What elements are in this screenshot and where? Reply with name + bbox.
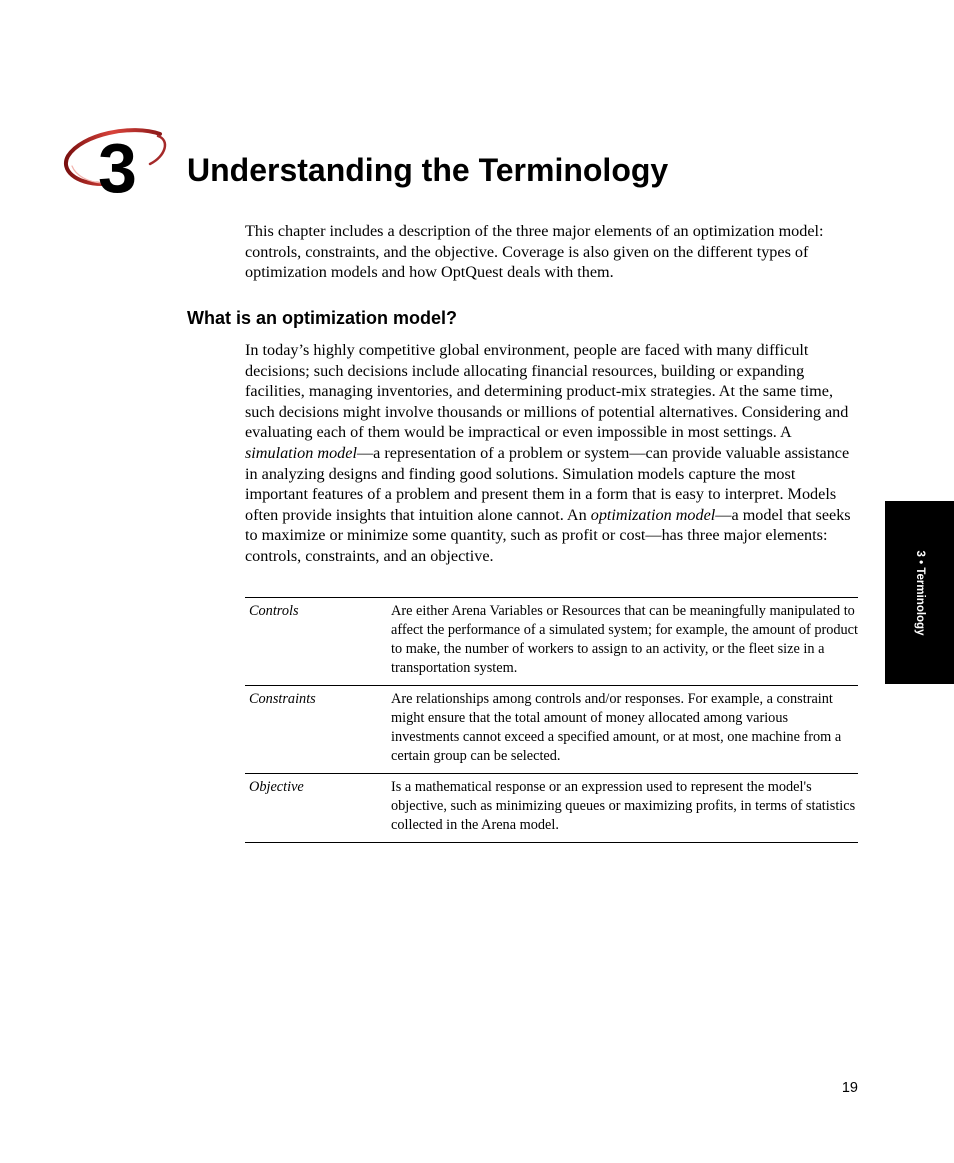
section-body-paragraph	[245, 340, 859, 567]
table-row	[245, 686, 858, 774]
chapter-number: 3	[98, 129, 137, 207]
body-text-2: —a representation of a problem or system—can provide valuable assistance in analyzing designs and finding good solutions. Simulation models capture the most important features of a problem and present them in a form that is easy to interpret. Models often provide insights that intuition alone cannot. An	[245, 443, 850, 524]
body-text-1: In today’s highly competitive global environment, people are faced with many difficult decisions; such decisions include allocating financial resources, building or expanding facilities, managing inventories, and determining product-mix strategies. At the same time, such decisions might involve thousands or millions of potential alternatives. Considering and evaluating each of them would be impractical or even impossible in most settings. A	[245, 341, 849, 442]
term-cell: Objective	[249, 779, 304, 795]
table-row	[245, 598, 858, 686]
terminology-table	[245, 597, 858, 843]
section-heading: What is an optimization model?	[187, 308, 457, 328]
term-cell: Controls	[249, 603, 299, 619]
chapter-title: Understanding the Terminology	[187, 152, 669, 188]
chapter-side-tab	[885, 501, 954, 684]
definition-cell: Are relationships among controls and/or responses. For example, a constraint might ensure that the total amount of money allocated among various investments cannot exceed a specified amount, or at most, one machine from a certain group can be selected.	[391, 691, 842, 764]
side-tab-label: 3 • Terminology	[913, 550, 926, 635]
term-optimization-model: optimization model	[590, 505, 716, 524]
page-number: 19	[841, 1080, 858, 1096]
term-cell: Constraints	[249, 691, 316, 707]
table-row	[245, 774, 858, 843]
term-simulation-model: simulation model	[245, 443, 357, 462]
intro-paragraph: This chapter includes a description of the three major elements of an optimization model: controls, constraints, and the objective. Coverage is also given on the different types of optimization models and how OptQuest deals with them.	[245, 222, 824, 282]
definition-cell: Are either Arena Variables or Resources that can be meaningfully manipulated to affect the performance of a simulated system; for example, the amount of product to make, the number of workers to assign to an activity, or the fleet size in a transportation system.	[391, 603, 858, 676]
definition-cell: Is a mathematical response or an expression used to represent the model's objective, such as minimizing queues or maximizing profits, in terms of statistics collected in the Arena model.	[391, 779, 856, 833]
body-text-3: —a model that seeks to maximize or minimize some quantity, such as profit or cost—has three major elements: controls, constraints, and an objective.	[245, 505, 851, 565]
